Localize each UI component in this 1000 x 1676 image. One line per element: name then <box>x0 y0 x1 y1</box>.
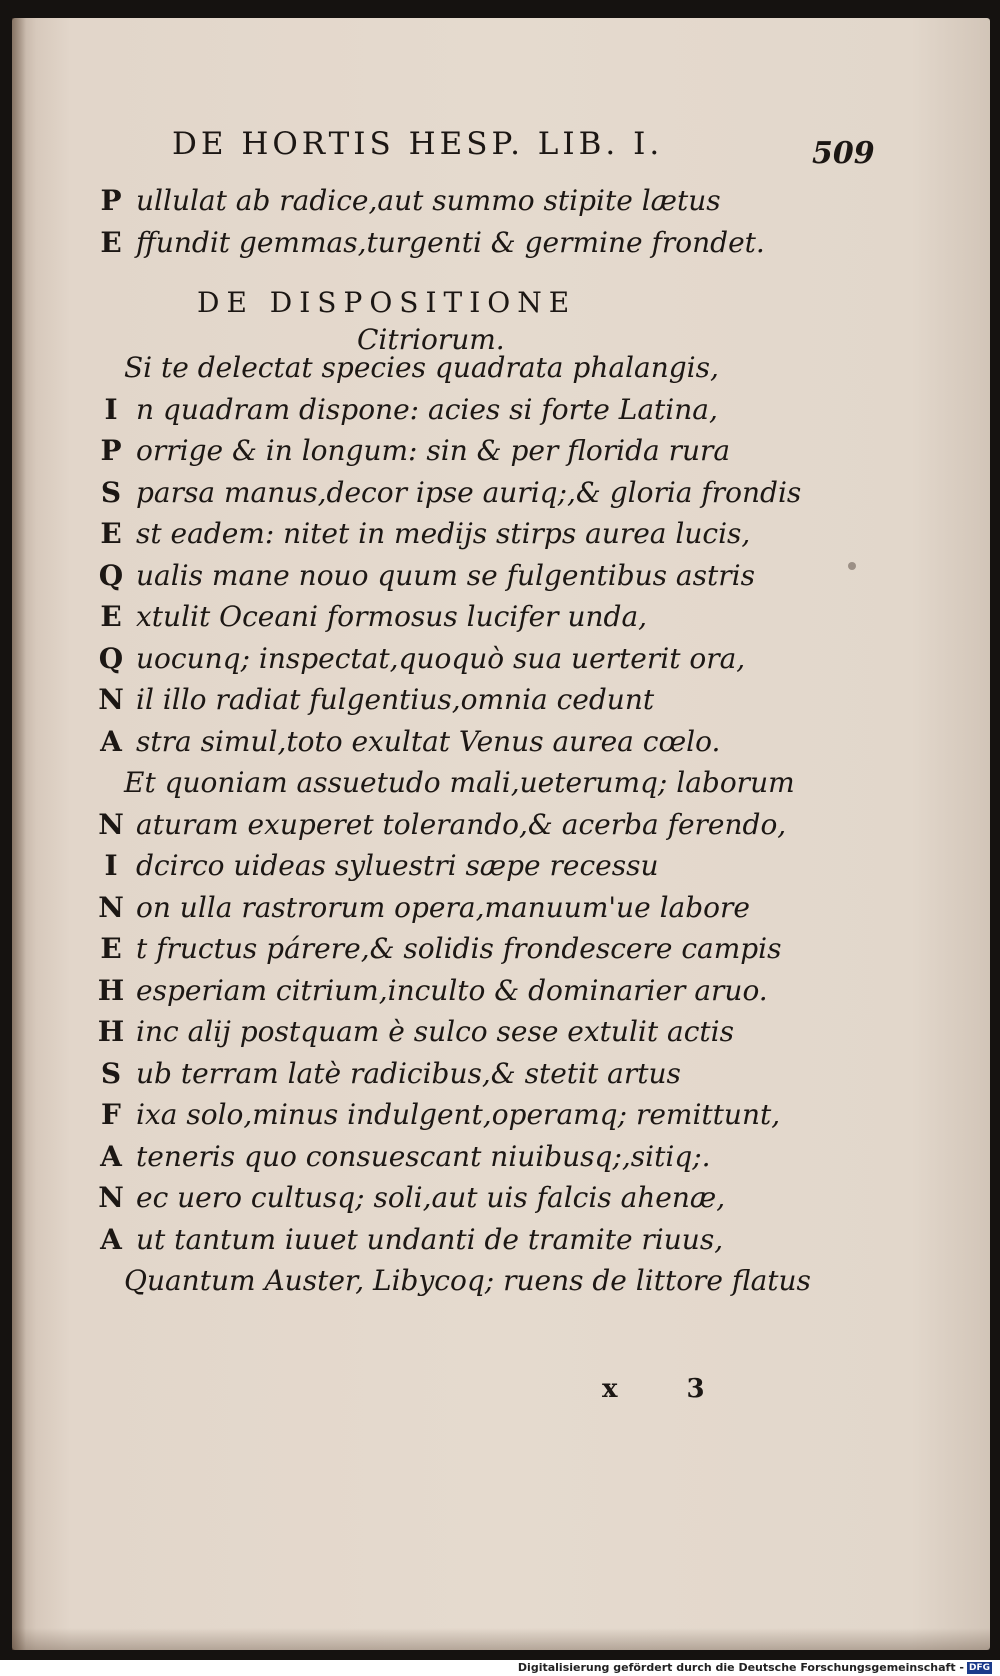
verse-line <box>12 348 912 388</box>
verse-line <box>12 181 912 221</box>
verse-initial: Q <box>98 641 124 675</box>
verse-text: ut tantum iuuet undanti de tramite riuus, <box>136 1222 724 1256</box>
verse-initial: N <box>98 807 124 841</box>
verse-text: il illo radiat fulgentius,omnia cedunt <box>136 683 655 716</box>
verse-initial: N <box>98 1181 124 1214</box>
verse-text: ualis mane nouo quum se fulgentibus astris <box>136 558 755 592</box>
verse-initial: E <box>100 932 122 965</box>
verse-text: on ulla rastrorum opera,manuum'ue labore <box>136 890 750 924</box>
verse-initial: H <box>97 1015 125 1048</box>
verse-initial: A <box>100 724 122 758</box>
verse-initial: P <box>100 184 122 217</box>
verse-line <box>12 846 912 886</box>
verse-initial: S <box>100 475 122 509</box>
verse-text: uocunq; inspectat,quoquò sua uerterit ora, <box>136 641 746 675</box>
verse-line <box>12 763 912 803</box>
dfg-logo: DFG <box>968 1663 990 1673</box>
verse-line <box>12 805 912 845</box>
verse-line <box>12 1054 912 1094</box>
verse-line <box>12 1137 912 1177</box>
verse-initial: P <box>100 434 122 467</box>
verse-initial: I <box>104 849 118 882</box>
page-number: 509 <box>812 136 875 171</box>
verse-text: ub terram latè radicibus,& stetit artus <box>136 1056 681 1090</box>
verse-line <box>12 929 912 969</box>
verse-line <box>12 473 912 513</box>
verse-line <box>12 1012 912 1052</box>
verse-initial: I <box>104 392 118 426</box>
verse-line <box>12 390 912 430</box>
verse-text: aturam exuperet tolerando,& acerba ferendo, <box>136 807 787 841</box>
verse-line <box>12 431 912 471</box>
verse-text: Si te delectat species quadrata phalangis, <box>124 351 719 384</box>
running-head: DE HORTIS HESP. LIB. I. <box>172 126 664 162</box>
verse-initial: Q <box>98 558 124 592</box>
verse-text: ixa solo,minus indulgent,operamq; remittunt, <box>136 1098 781 1131</box>
verse-text: esperiam citrium,inculto & dominarier aruo. <box>136 973 768 1007</box>
verse-line <box>12 722 912 762</box>
signature-mark: x 3 <box>602 1374 735 1404</box>
verse-initial: A <box>100 1139 122 1173</box>
footer-credit <box>518 1660 992 1676</box>
verse-text: xtulit Oceani formosus lucifer unda, <box>136 600 648 633</box>
verse-text: dcirco uideas syluestri sæpe recessu <box>136 849 659 882</box>
verse-initial: H <box>97 973 125 1007</box>
verse-initial: N <box>98 890 124 924</box>
verse-initial: A <box>100 1222 122 1256</box>
verse-text: teneris quo consuescant niuibusq;,sitiq;. <box>136 1139 711 1173</box>
verse-initial: F <box>101 1098 121 1131</box>
verse-initial: E <box>100 600 122 633</box>
verse-text: st eadem: nitet in medijs stirps aurea lucis, <box>136 517 751 550</box>
section-subheading: Citriorum. <box>357 323 505 356</box>
verse-initial: S <box>100 1056 122 1090</box>
verse-text: t fructus párere,& solidis frondescere campis <box>136 932 782 965</box>
verse-text: orrige & in longum: sin & per florida rura <box>136 434 731 467</box>
verse-line <box>12 971 912 1011</box>
book-page <box>12 18 990 1650</box>
verse-line <box>12 680 912 720</box>
verse-line <box>12 223 912 263</box>
verse-text: inc alij postquam è sulco sese extulit actis <box>136 1015 734 1048</box>
verse-line <box>12 597 912 637</box>
verse-initial: N <box>98 683 124 716</box>
verse-text: ullulat ab radice,aut summo stipite lætus <box>136 184 721 217</box>
verse-text: stra simul,toto exultat Venus aurea cœlo. <box>136 724 721 758</box>
verse-text: Quantum Auster, Libycoq; ruens de littore flatus <box>124 1264 811 1297</box>
footer-text: Digitalisierung gefördert durch die Deutsche Forschungsgemeinschaft - <box>517 1661 964 1674</box>
verse-text: ec uero cultusq; soli,aut uis falcis ahenæ, <box>136 1181 726 1214</box>
section-heading: DE DISPOSITIONE <box>197 286 577 319</box>
paper-speck <box>848 562 856 570</box>
verse-line <box>12 1261 912 1301</box>
verse-text: n quadram dispone: acies si forte Latina, <box>136 392 718 426</box>
verse-text: ffundit gemmas,turgenti & germine frondet. <box>136 226 765 259</box>
verse-text: Et quoniam assuetudo mali,ueterumq; laborum <box>124 766 795 799</box>
verse-initial: E <box>100 226 122 259</box>
verse-line <box>12 514 912 554</box>
verse-line <box>12 1095 912 1135</box>
verse-line <box>12 888 912 928</box>
verse-line <box>12 1220 912 1260</box>
verse-text: parsa manus,decor ipse auriq;,& gloria frondis <box>136 475 802 509</box>
verse-line <box>12 1178 912 1218</box>
verse-line <box>12 556 912 596</box>
verse-line <box>12 639 912 679</box>
verse-initial: E <box>100 517 122 550</box>
